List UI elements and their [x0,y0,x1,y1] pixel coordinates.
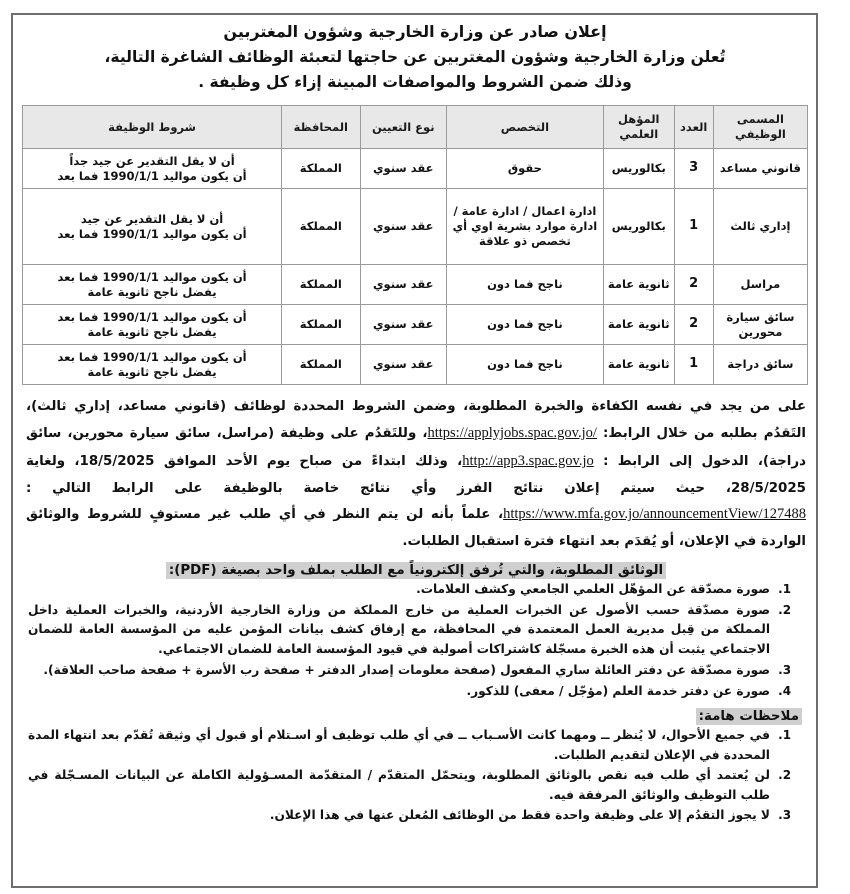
cell-appointment-type: عقد سنوي [360,189,446,265]
cell-governorate: المملكة [282,305,361,345]
cell-job-title: إداري ثالث [713,189,807,265]
cell-conditions [23,189,282,265]
paragraph-part-3: ، وذلك ابتداءً من صباح يوم الأحد الموافق [163,453,463,469]
cell-specialization: ناجح فما دون [446,305,603,345]
cell-governorate: المملكة [282,265,361,305]
condition-line: أن يكون مواليد 1990/1/1 فما بعد [57,168,247,183]
condition-line: أن يكون مواليد 1990/1/1 فما بعد [57,349,247,364]
cell-governorate: المملكة [282,189,361,265]
app3-portal-link[interactable]: http://app3.spac.gov.jo [462,452,594,469]
cell-conditions [23,149,282,189]
paragraph-part-5: ، حيث سيتم إعلان نتائج الفرز وأي نتائج خاصة بالوظيفة على الرابط التالي : [26,480,731,496]
list-item: 1. صورة مصدّقة عن المؤهّل العلمي الجامعي وكشف العلامات. [28,580,774,600]
cell-governorate: المملكة [282,149,361,189]
required-documents-list [28,580,800,702]
apply-jobs-link[interactable]: https://applyjobs.spac.gov.jo/ [427,424,597,441]
application-instructions-paragraph [26,394,806,555]
jobs-table-container [20,105,810,385]
condition-line: أن يكون مواليد 1990/1/1 فما بعد [57,226,247,241]
column-header-governorate: المحافظة [282,106,361,149]
column-header-qualification: المؤهل العلمي [603,106,674,149]
start-date: 18/5/2025 [79,453,155,469]
column-header-appointment-type: نوع التعيين [360,106,446,149]
table-row [23,149,808,189]
vacancies-table-body [23,149,808,385]
list-item: 3. لا يجوز التقدُم إلا على وظيفة واحدة فقط من الوظائف المُعلن عنها في هذا الإعلان. [28,806,774,826]
cell-conditions [23,265,282,305]
condition-line: أن يكون مواليد 1990/1/1 فما بعد [57,309,247,324]
cell-qualification: بكالوريس [603,189,674,265]
list-item: 2. لن يُعتمد أي طلب فيه نقص بالوثائق المطلوبة، ويتحمّل المتقدّم / المتقدّمة المسـؤولية الكاملة عن البيانات المسـجّلة في طلب التوظيف والوثائق المرفقة فيه. [28,766,774,805]
cell-specialization: حقوق [446,149,603,189]
cell-job-title: قانوني مساعد [713,149,807,189]
cell-conditions [23,305,282,345]
condition-line: أن لا يقل التقدير عن جيد جداً [69,153,235,168]
paragraph-part-4: ، ولغاية [26,453,80,469]
column-header-job-title: المسمى الوظيفي [713,106,807,149]
vacancies-table [22,105,808,385]
important-notes-heading [26,709,806,724]
required-documents-heading [26,563,806,578]
important-notes-list [28,726,800,826]
document-content [20,14,810,827]
cell-count: 1 [674,345,713,385]
cell-job-title: سائق سيارة محورين [713,305,807,345]
condition-line: يفضل ناجح ثانوية عامة [87,324,217,339]
cell-conditions [23,345,282,385]
cell-governorate: المملكة [282,345,361,385]
table-row [23,265,808,305]
table-header-row [23,106,808,149]
paragraph-part-2: ، وللتَقدُم على وظيفة (مراسل، سائق سيارة محورين، سائق دراجة)، الدخول إلى الرابط : [26,425,806,469]
condition-line: أن لا يقل التقدير عن جيد [80,211,224,226]
cell-job-title: سائق دراجة [713,345,807,385]
condition-line: يفضل ناجح ثانوية عامة [87,284,217,299]
list-item: 1. في جميع الأحوال، لا يُنظر ــ ومهما كانت الأسـباب ــ في أي طلب توظيف أو اسـتلام أو قبول أي وثيقة تُقدّم بعد انتهاء المدة المحددة في الإعلان لتقديم الطلبات. [28,726,774,765]
list-item: 2. صورة مصدّقة حسب الأصول عن الخبرات العملية من خارج المملكة من وزارة الخارجية الأردنية، والخبرات العملية داخل المملكة من قِبل مديرية العمل المعتمدة في المحافظة، مع إرفاق كشف بيانات المؤمن عليه من المؤسسة العامة للضمان الاجتماعي يثبت أن هذه الخبرة مسجّلة كاشتراكات أصولية في قيود المؤسسة العامة للضمان الاجتماعي. [28,601,774,660]
cell-count: 2 [674,265,713,305]
cell-count: 1 [674,189,713,265]
table-row [23,189,808,265]
condition-line: يفضل ناجح ثانوية عامة [87,364,217,379]
list-item: 3. صورة مصدّقة عن دفتر العائلة ساري المفعول (صفحة معلومات إصدار الدفتر + صفحة رب الأسرة + صفحة صاحب العلاقة). [28,661,774,681]
header-line-2: تُعلن وزارة الخارجية وشؤون المغتربين عن حاجتها لتعبئة الوظائف الشاغرة التالية، [104,47,726,66]
cell-specialization: ناجح فما دون [446,265,603,305]
column-header-count: العدد [674,106,713,149]
header-line-3: وذلك ضمن الشروط والمواصفات المبينة إزاء كل وظيفة . [198,73,632,92]
condition-line: أن يكون مواليد 1990/1/1 فما بعد [57,269,247,284]
cell-specialization: ادارة اعمال / ادارة عامة / ادارة موارد بشرية اوي أي تخصص ذو علاقة [446,189,603,265]
cell-appointment-type: عقد سنوي [360,265,446,305]
cell-qualification: ثانوية عامة [603,345,674,385]
important-notes-heading-text: ملاحظات هامة: [696,708,802,725]
cell-appointment-type: عقد سنوي [360,305,446,345]
cell-qualification: ثانوية عامة [603,305,674,345]
header-line-1: إعلان صادر عن وزارة الخارجية وشؤون المغتربين [223,22,607,41]
required-documents-heading-text: الوثائق المطلوبة، والتي تُرفق إلكترونياً مع الطلب بملف واحد بصيغة (PDF): [166,562,666,579]
mfa-announcement-link[interactable]: https://www.mfa.gov.jo/announcementView/127488 [503,506,806,523]
cell-appointment-type: عقد سنوي [360,149,446,189]
column-header-specialization: التخصص [446,106,603,149]
paragraph-part-1: على من يجد في نفسه الكفاءة والخبرة المطلوبة، وضمن الشروط المحددة لوظائف (قانوني مساعد، إداري ثالث)، التَقدُم بطلبه من خلال الرابط: [26,399,806,441]
announcement-header [20,14,810,99]
cell-qualification: ثانوية عامة [603,265,674,305]
cell-qualification: بكالوريس [603,149,674,189]
paragraph-part-6: ، علماً بأنه لن يتم النظر في أي طلب غير مستوفٍ للشروط والوثائق الواردة في الإعلان، أو يُقدَم بعد انتهاء فترة استقبال الطلبات. [26,507,806,550]
table-row [23,345,808,385]
column-header-conditions: شروط الوظيفة [23,106,282,149]
cell-appointment-type: عقد سنوي [360,345,446,385]
cell-count: 3 [674,149,713,189]
cell-count: 2 [674,305,713,345]
cell-specialization: ناجح فما دون [446,345,603,385]
end-date: 28/5/2025 [730,480,806,496]
list-item: 4. صورة عن دفتر خدمة العلم (مؤجّل / معفى) للذكور. [28,682,774,702]
table-row [23,305,808,345]
cell-job-title: مراسل [713,265,807,305]
